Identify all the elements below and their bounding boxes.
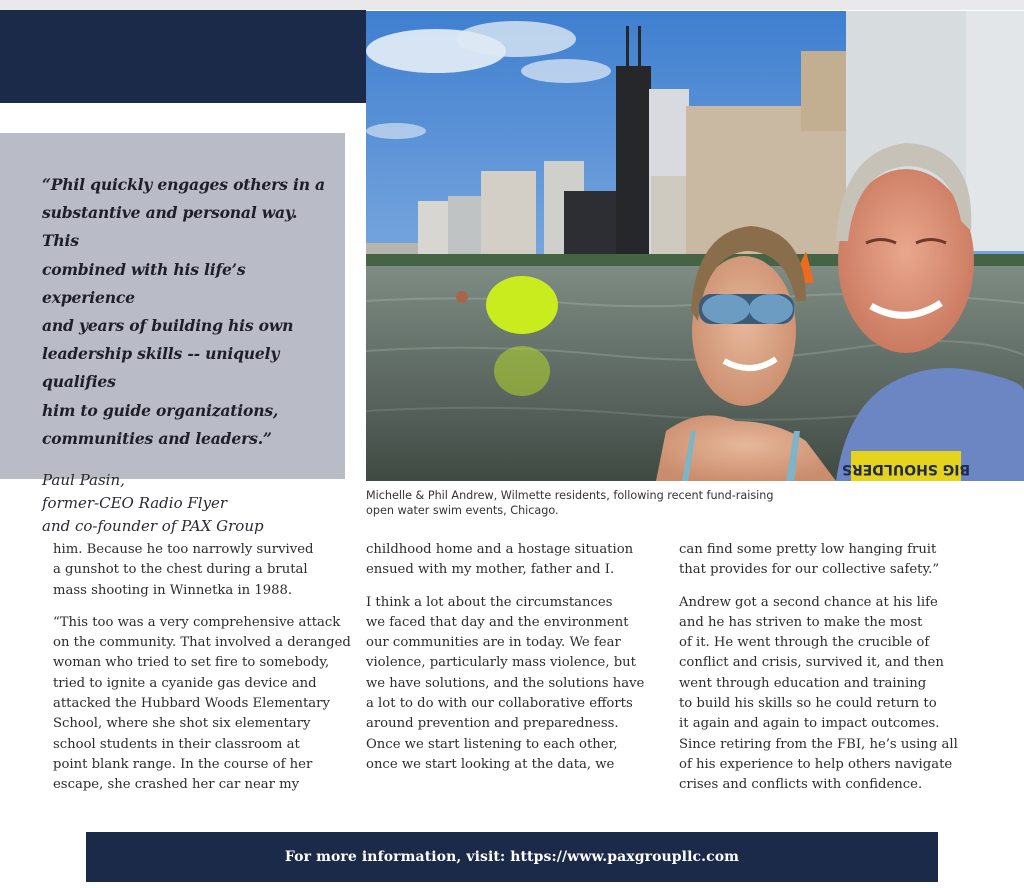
- pull-quote: [42, 171, 327, 453]
- quote-line: substantive and personal way. This: [42, 203, 298, 251]
- article-column-2: [366, 540, 645, 787]
- paragraph: [366, 593, 645, 776]
- text-line: we have solutions, and the solutions have: [366, 675, 645, 691]
- paragraph: [679, 593, 969, 796]
- paragraph: [366, 540, 636, 581]
- text-line: we faced that day and the environment: [366, 614, 629, 630]
- footer-banner: [86, 832, 938, 882]
- text-line: our communities are in today. We fear: [366, 635, 621, 651]
- quote-line: combined with his life’s experience: [42, 259, 246, 307]
- caption-line: Michelle & Phil Andrew, Wilmette residents, following recent fund-raising: [366, 489, 774, 502]
- text-line: escape, she crashed her car near my: [53, 777, 300, 793]
- text-line: tried to ignite a cyanide gas device and: [53, 675, 317, 691]
- text-line: ensued with my mother, father and I.: [366, 562, 615, 578]
- text-line: mass shooting in Winnetka in 1988.: [53, 582, 293, 598]
- text-line: a gunshot to the chest during a brutal: [53, 562, 308, 578]
- text-line: Since retiring from the FBI, he’s using all: [679, 736, 958, 752]
- quote-line: communities and leaders.”: [42, 428, 272, 448]
- shirt-graphic-text: BIG SHOULDERS: [841, 461, 971, 477]
- text-line: Once we start listening to each other,: [366, 736, 618, 752]
- quote-attribution: [42, 469, 327, 538]
- text-line: point blank range. In the course of her: [53, 756, 313, 772]
- attribution-affiliation: and co-founder of PAX Group: [42, 517, 264, 536]
- header-navy-block: [0, 10, 366, 103]
- text-line: that provides for our collective safety.”: [679, 562, 940, 578]
- paragraph: [53, 613, 353, 796]
- top-border: [0, 0, 1024, 10]
- pull-quote-box: [0, 133, 345, 536]
- text-line: “This too was a very comprehensive attack: [53, 614, 341, 630]
- quote-line: and years of building his own: [42, 316, 294, 336]
- caption-line: open water swim events, Chicago.: [366, 504, 559, 517]
- article-column-3: [679, 540, 969, 808]
- text-line: Andrew got a second chance at his life: [679, 594, 938, 610]
- text-line: can find some pretty low hanging fruit: [679, 542, 937, 557]
- quote-line: “Phil quickly engages others in a: [42, 175, 325, 194]
- text-line: childhood home and a hostage situation: [366, 542, 634, 557]
- text-line: to build his skills so he could return to: [679, 696, 937, 712]
- text-line: and he has striven to make the most: [679, 614, 923, 630]
- paragraph: [679, 540, 969, 581]
- text-line: school students in their classroom at: [53, 736, 300, 752]
- attribution-name: Paul Pasin,: [42, 471, 125, 490]
- text-line: attacked the Hubbard Woods Elementary: [53, 696, 330, 712]
- quote-line: leadership skills -- uniquely qualifies: [42, 344, 280, 392]
- text-line: of his experience to help others navigate: [679, 756, 953, 772]
- footer-info-link[interactable]: For more information, visit: https://www.paxgroupllc.com: [284, 849, 740, 865]
- lakefront-selfie-photo: [366, 11, 1024, 481]
- text-line: crises and conflicts with confidence.: [679, 777, 923, 793]
- text-line: him. Because he too narrowly survived: [53, 542, 314, 557]
- text-line: of it. He went through the crucible of: [679, 635, 930, 651]
- photo-caption: [366, 488, 826, 518]
- text-line: on the community. That involved a deranged: [53, 635, 351, 651]
- text-line: I think a lot about the circumstances: [366, 594, 613, 610]
- text-line: School, where she shot six elementary: [53, 716, 311, 732]
- text-line: violence, particularly mass violence, but: [366, 655, 636, 671]
- text-line: once we start looking at the data, we: [366, 756, 615, 772]
- paragraph: [53, 540, 353, 601]
- attribution-title: former-CEO Radio Flyer: [42, 494, 228, 513]
- article-column-1: [53, 540, 353, 808]
- text-line: conflict and crisis, survived it, and then: [679, 655, 944, 671]
- text-line: a lot to do with our collaborative efforts: [366, 696, 633, 712]
- text-line: around prevention and preparedness.: [366, 716, 619, 732]
- text-line: went through education and training: [679, 675, 927, 691]
- quote-line: him to guide organizations,: [42, 400, 279, 420]
- text-line: woman who tried to set fire to somebody,: [53, 655, 330, 671]
- text-line: it again and again to impact outcomes.: [679, 716, 940, 732]
